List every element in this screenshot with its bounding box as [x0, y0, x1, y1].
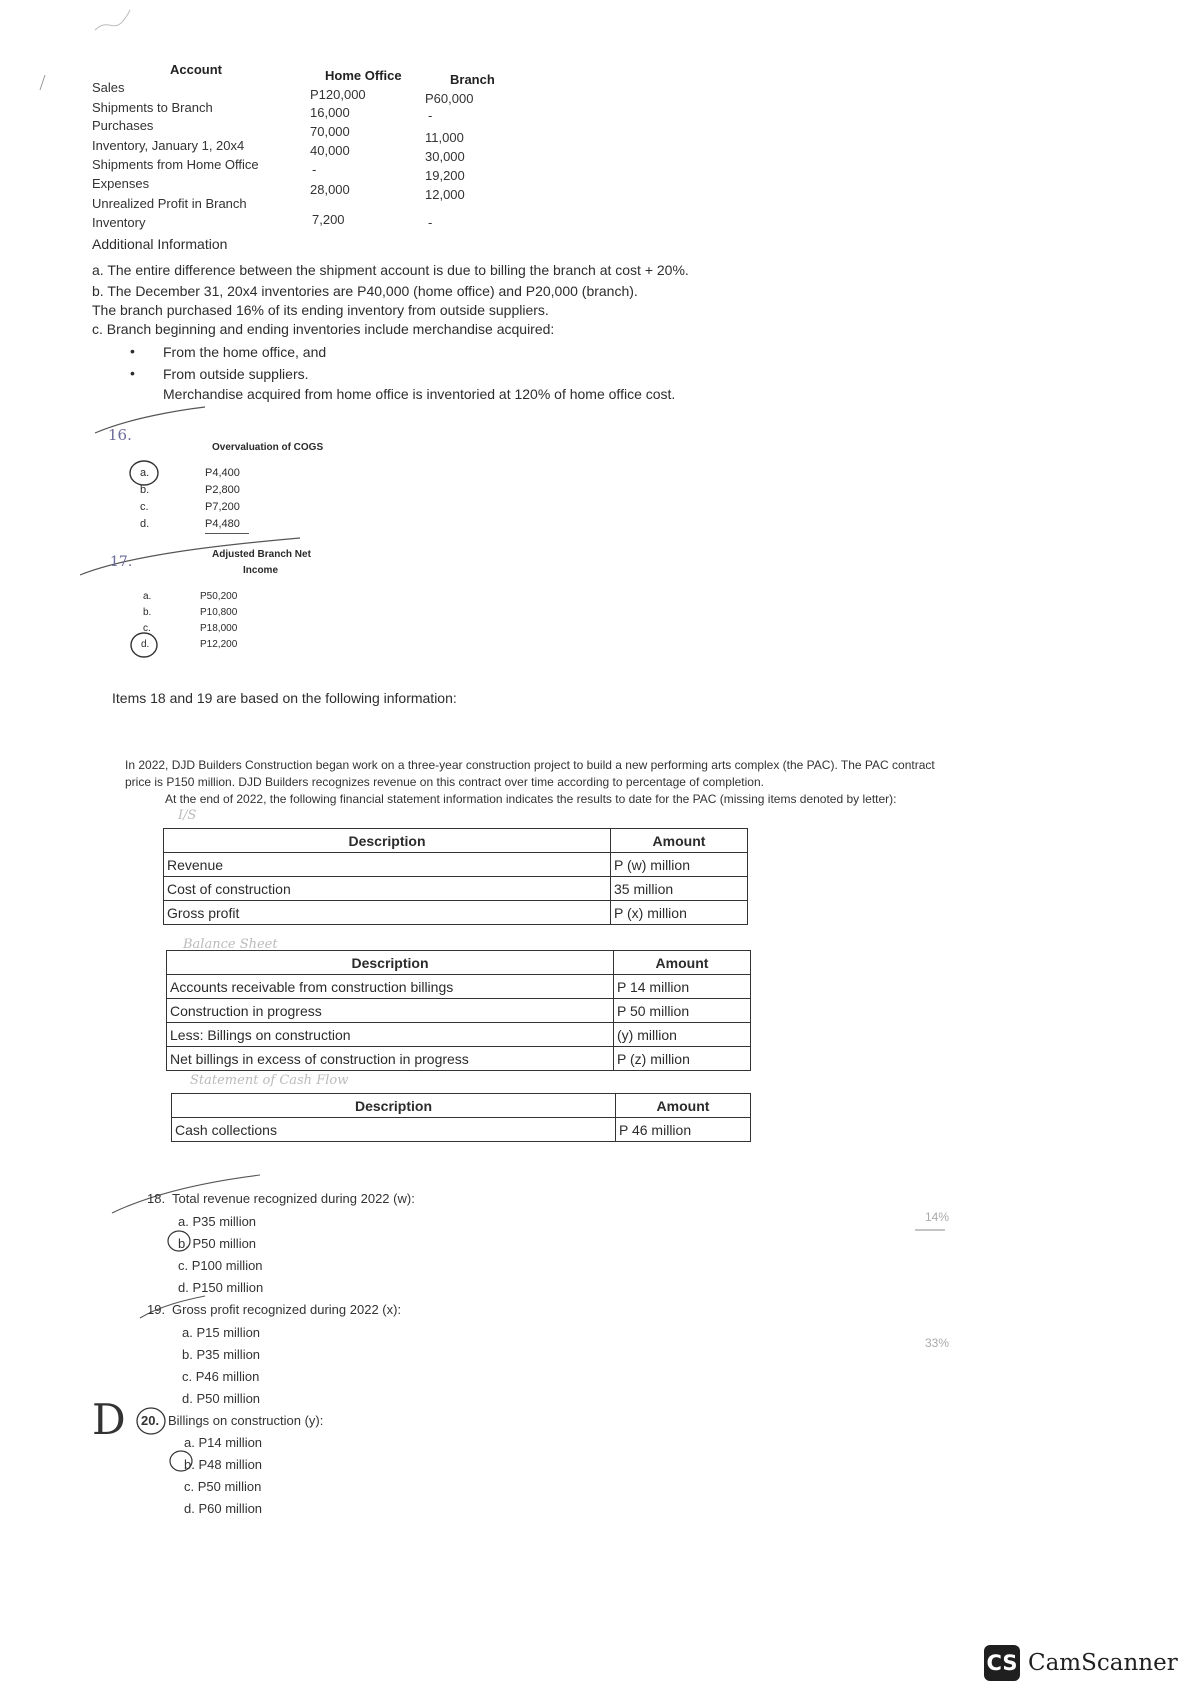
col-header-home-office: Home Office: [325, 68, 402, 83]
row-description: Revenue: [164, 853, 611, 877]
row-amount: P 14 million: [614, 975, 751, 999]
table-row: [164, 853, 748, 877]
row-description: Cost of construction: [164, 877, 611, 901]
home-value: 40,000: [310, 143, 350, 158]
answer-option: b. P35 million: [182, 1347, 261, 1362]
answer-option: d. P150 million: [178, 1280, 264, 1295]
home-value: P120,000: [310, 87, 366, 102]
handwritten-note: I/S: [178, 808, 197, 823]
table-row: [164, 901, 748, 925]
question-number: 19.: [147, 1302, 166, 1317]
handwritten-note: Statement of Cash Flow: [190, 1073, 349, 1088]
answer-option: a. P35 million: [178, 1214, 257, 1229]
branch-value: 11,000: [425, 130, 464, 145]
handwritten-grade-mark: D: [92, 1395, 126, 1444]
additional-info-title: Additional Information: [92, 236, 228, 252]
option-value: P2,800: [205, 484, 240, 496]
answer-option: b. P48 million: [184, 1457, 263, 1472]
option-value: P18,000: [200, 623, 238, 634]
answer-option: d. P60 million: [184, 1501, 263, 1516]
option-value: P4,480: [205, 518, 240, 530]
account-label: Purchases: [92, 118, 154, 133]
bullet-icon: •: [130, 343, 135, 359]
option-letter: a.: [140, 467, 150, 479]
table-row: [172, 1118, 751, 1142]
home-value: 28,000: [310, 182, 350, 197]
option-letter: c.: [143, 623, 151, 634]
info-c-note: Merchandise acquired from home office is inventoried at 120% of home office cost.: [163, 386, 676, 402]
answer-option: c. P50 million: [184, 1479, 262, 1494]
divider: [205, 533, 249, 534]
branch-value: P60,000: [425, 91, 474, 106]
col-header-account: Account: [170, 62, 222, 77]
branch-value: 30,000: [425, 149, 465, 164]
bullet-icon: •: [130, 365, 135, 381]
option-letter: c.: [140, 501, 149, 513]
camscanner-logo-icon: CS: [984, 1645, 1020, 1681]
option-letter: b.: [143, 607, 152, 618]
question-stem: Total revenue recognized during 2022 (w):: [172, 1191, 415, 1206]
table-row: [167, 1023, 751, 1047]
row-description: Cash collections: [172, 1118, 616, 1142]
answer-option: c. P100 million: [178, 1258, 263, 1273]
account-label: Sales: [92, 80, 125, 95]
margin-note: 33%: [925, 1336, 950, 1350]
question-number: 18.: [147, 1191, 166, 1206]
pac-paragraph-line1: In 2022, DJD Builders Construction began work on a three-year construction project to build a new performing arts complex (the PAC). The PAC contract: [125, 758, 935, 772]
option-value: P4,400: [205, 467, 240, 479]
cash-flow-table: [171, 1093, 751, 1142]
header-amount: Amount: [616, 1094, 751, 1118]
col-header-branch: Branch: [450, 72, 495, 87]
row-description: Less: Billings on construction: [167, 1023, 614, 1047]
header-amount: Amount: [611, 829, 748, 853]
info-b2: The branch purchased 16% of its ending inventory from outside suppliers.: [92, 302, 549, 318]
home-value: 70,000: [310, 124, 350, 139]
home-value: 7,200: [312, 212, 345, 227]
info-b: b. The December 31, 20x4 inventories are P40,000 (home office) and P20,000 (branch).: [92, 283, 638, 299]
account-label: Shipments to Branch: [92, 100, 213, 115]
header-amount: Amount: [614, 951, 751, 975]
branch-value: -: [428, 215, 433, 230]
account-label: Inventory, January 1, 20x4: [92, 138, 245, 153]
answer-option: c. P46 million: [182, 1369, 260, 1384]
info-a: a. The entire difference between the shipment account is due to billing the branch at cost + 20%.: [92, 262, 689, 278]
row-amount: P (x) million: [611, 901, 748, 925]
table-row: [167, 999, 751, 1023]
handwritten-note: Balance Sheet: [183, 937, 278, 952]
option-value: P10,800: [200, 607, 238, 618]
answer-option: a. P14 million: [184, 1435, 263, 1450]
branch-value: 19,200: [425, 168, 465, 183]
q17-header-line2: Income: [243, 565, 279, 576]
home-value: -: [312, 162, 317, 177]
balance-sheet-table: [166, 950, 751, 1071]
pac-paragraph-line3: At the end of 2022, the following financial statement information indicates the results to date for the PAC (missing items denoted by letter):: [165, 792, 897, 806]
question-stem: Gross profit recognized during 2022 (x):: [172, 1302, 402, 1317]
branch-value: -: [428, 108, 433, 123]
camscanner-watermark: CamScanner: [1028, 1650, 1178, 1676]
table-row: [164, 877, 748, 901]
row-amount: P 50 million: [614, 999, 751, 1023]
question-number: 17.: [110, 554, 133, 570]
option-value: P7,200: [205, 501, 240, 513]
answer-option: d. P50 million: [182, 1391, 261, 1406]
row-amount: P (z) million: [614, 1047, 751, 1071]
info-bullet: From outside suppliers.: [163, 366, 309, 382]
option-letter: b.: [140, 484, 150, 496]
header-description: Description: [172, 1094, 616, 1118]
row-description: Net billings in excess of construction in progress: [167, 1047, 614, 1071]
account-label: Inventory: [92, 215, 146, 230]
table-row: [167, 1047, 751, 1071]
row-description: Accounts receivable from construction billings: [167, 975, 614, 999]
row-amount: P (w) million: [611, 853, 748, 877]
row-amount: 35 million: [611, 877, 748, 901]
account-label: Shipments from Home Office: [92, 157, 259, 172]
option-value: P12,200: [200, 639, 238, 650]
account-label: Unrealized Profit in Branch: [92, 196, 247, 211]
info-c: c. Branch beginning and ending inventories include merchandise acquired:: [92, 321, 555, 337]
answer-option: b. P50 million: [178, 1236, 257, 1251]
table-row: [167, 975, 751, 999]
question-stem: Billings on construction (y):: [168, 1413, 324, 1428]
q16-header: Overvaluation of COGS: [212, 442, 324, 453]
margin-note: 14%: [925, 1210, 950, 1224]
account-label: Expenses: [92, 176, 150, 191]
option-letter: d.: [140, 518, 150, 530]
q17-header-line1: Adjusted Branch Net: [212, 549, 311, 560]
row-description: Gross profit: [164, 901, 611, 925]
option-value: P50,200: [200, 591, 238, 602]
answer-option: a. P15 million: [182, 1325, 261, 1340]
home-value: 16,000: [310, 105, 350, 120]
branch-value: 12,000: [425, 187, 465, 202]
items-intro: Items 18 and 19 are based on the following information:: [112, 690, 457, 706]
option-letter: d.: [141, 639, 150, 650]
row-amount: P 46 million: [616, 1118, 751, 1142]
row-amount: (y) million: [614, 1023, 751, 1047]
income-statement-table: [163, 828, 748, 925]
pac-paragraph-line2: price is P150 million. DJD Builders recognizes revenue on this contract over time according to percentage of completion.: [125, 775, 764, 789]
header-description: Description: [164, 829, 611, 853]
question-number: 16.: [108, 426, 132, 444]
option-letter: a.: [143, 591, 152, 602]
row-description: Construction in progress: [167, 999, 614, 1023]
question-number: 20.: [141, 1413, 160, 1428]
header-description: Description: [167, 951, 614, 975]
info-bullet: From the home office, and: [163, 344, 327, 360]
